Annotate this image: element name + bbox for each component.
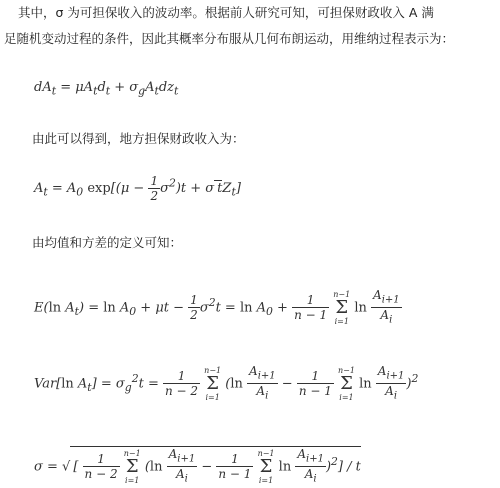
line-definition [32, 234, 182, 252]
paragraph-line-1-text: 其中，σ 为可担保收入的波动率。根据前人研究可知，可担保财政收入 A 满 [18, 5, 434, 20]
paragraph-line-2 [4, 30, 454, 48]
paragraph-line-1 [18, 4, 434, 22]
line-definition-text: 由均值和方差的定义可知： [32, 235, 183, 250]
equation-2: $A_t = A_0$ exp[(μ − $\frac{1}{2}$ $\sigma^2)t + \sigma$ $tZ_t$] [34, 174, 241, 203]
equation-1: $dA_t = \mu A_td_t + \sigma_gA_tdz_t$ [34, 80, 179, 98]
equation-4: Var[ln $A_t] = \sigma_g^2t$ = $\frac{1}{n - 2}$ n−1 Σ i=1 (ln $\frac{A_{i+1}}{A_i}$ − $\frac{1}{n - 1}$ n−1 Σ i=1 ln $\frac{A_{i+1}}{A_i}$ )$^2$ [34, 364, 419, 402]
paragraph-line-2-text: 足随机变动过程的条件，因此其概率分布服从几何布朗运动，用维纳过程表示为： [4, 31, 455, 46]
equation-5: σ = √ [ $\frac{1}{n - 2}$ n−1 Σ i=1 (ln $\frac{A_{i+1}}{A_i}$ − $\frac{1}{n - 1}$ n−1 Σ i=1 ln $\frac{A_{i+1}}{A_i}$ )$^2$] / t [34, 447, 361, 485]
line-derivation-text: 由此可以得到，地方担保财政收入为： [32, 131, 245, 146]
line-derivation [32, 130, 245, 148]
equation-3: E(ln $A_t) = \ln A_0 + \mu t$ − $\frac{1}{2}$ $\sigma^2t = \ln A_0$ + $\frac{1}{n - 1}$ n−1 Σ i=1 ln $\frac{A_{i+1}}{A_i}$ [34, 288, 400, 326]
